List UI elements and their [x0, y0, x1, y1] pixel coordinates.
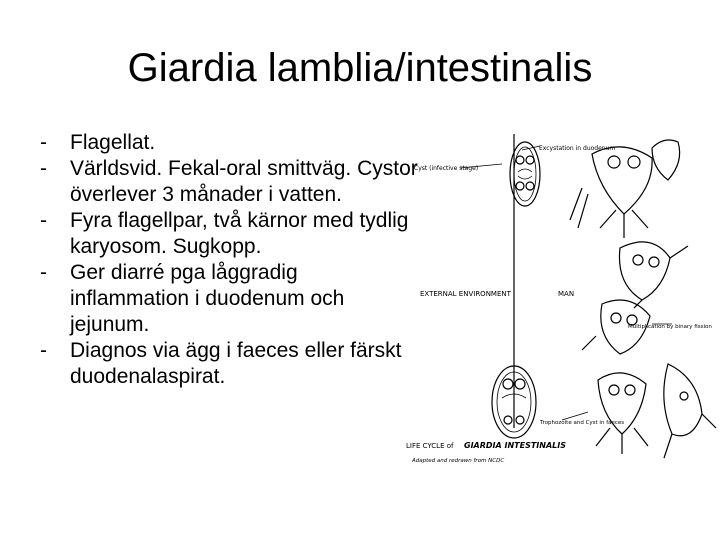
trophozoite-drawing: [596, 373, 648, 454]
bullet-item: [38, 156, 418, 208]
external-environment-label: EXTERNAL ENVIRONMENT: [420, 290, 511, 298]
bullet-item: [38, 338, 418, 390]
side-trophozoite-drawing: [664, 364, 716, 458]
pointer-line: [522, 146, 540, 150]
bullet-text: Ger diarré pga låggradig inflammation i duodenum och jejunum.: [70, 261, 345, 336]
bullet-text: Flagellat.: [70, 131, 156, 154]
bullet-item: [38, 260, 418, 338]
bullet-marker: -: [40, 209, 47, 232]
bullet-marker: -: [40, 261, 47, 284]
excystation-drawing: [570, 140, 680, 238]
cyst-label: Cyst (infective stage): [414, 165, 479, 172]
multiplication-drawing: [582, 242, 688, 354]
bullet-item: [38, 208, 418, 260]
adapted-from-label: Adapted and redrawn from NCDC: [412, 458, 505, 464]
life-cycle-species-label: GIARDIA INTESTINALIS: [464, 441, 566, 450]
multiplication-label: Multiplication by binary fission: [628, 324, 712, 330]
bullet-item: [38, 130, 418, 156]
trophozoite-label: Trophozoite and Cyst in faeces: [540, 420, 625, 426]
pointer-line: [562, 412, 588, 420]
bullet-text: Världsvid. Fekal-oral smittväg. Cystor överlever 3 månader i vatten.: [70, 157, 418, 206]
life-cycle-diagram: [402, 128, 720, 478]
bullet-text: Diagnos via ägg i faeces eller färskt duodenalaspirat.: [70, 339, 402, 388]
life-cycle-label: LIFE CYCLE of: [406, 442, 454, 450]
life-cycle-figure: [402, 128, 720, 478]
bullet-marker: -: [40, 157, 47, 180]
bullet-list: [38, 130, 418, 390]
slide-title: Giardia lamblia/intestinalis: [127, 46, 593, 90]
man-label: MAN: [558, 290, 575, 298]
bullet-text: Fyra flagellpar, två kärnor med tydlig karyosom. Sugkopp.: [70, 209, 409, 258]
bullet-marker: -: [40, 131, 47, 154]
bullet-marker: -: [40, 339, 47, 362]
excystation-label: Excystation in duodenum: [539, 145, 616, 152]
